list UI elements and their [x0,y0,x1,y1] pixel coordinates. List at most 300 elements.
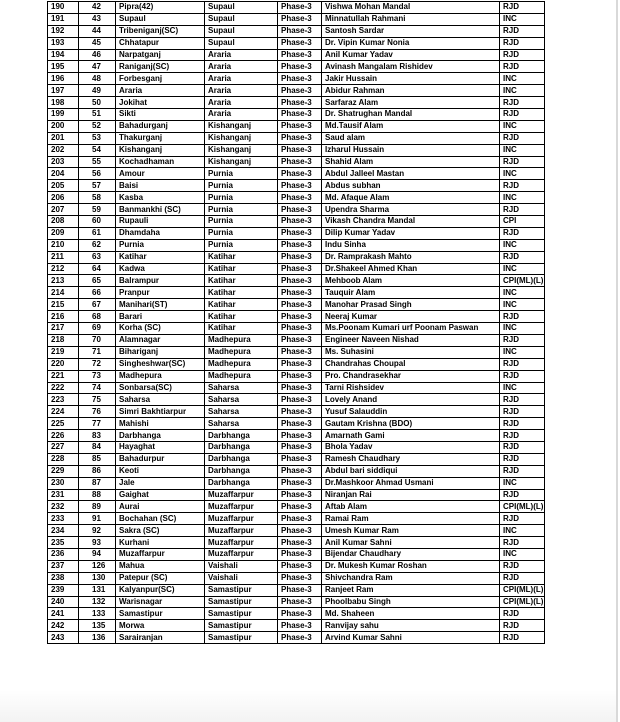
table-row [48,537,545,549]
phase-cell: Phase-3 [278,513,322,525]
district-cell: Samastipur [205,596,278,608]
phase-cell: Phase-3 [278,620,322,632]
serial-no-cell: 243 [48,632,79,644]
serial-no-cell: 212 [48,263,79,275]
table-row [48,144,545,156]
candidate-cell: Aftab Alam [322,501,500,513]
serial-no-cell: 208 [48,216,79,228]
candidate-cell: Ms.Poonam Kumari urf Poonam Paswan [322,323,500,335]
constituency-no-cell: 94 [79,548,116,560]
district-cell: Purnia [205,168,278,180]
phase-cell: Phase-3 [278,525,322,537]
party-cell: RJD [500,560,545,572]
district-cell: Samastipur [205,584,278,596]
table-row [48,370,545,382]
serial-no-cell: 237 [48,560,79,572]
phase-cell: Phase-3 [278,109,322,121]
phase-cell: Phase-3 [278,346,322,358]
candidate-cell: Lovely Anand [322,394,500,406]
constituency-no-cell: 63 [79,251,116,263]
candidate-cell: Vishwa Mohan Mandal [322,2,500,14]
district-cell: Araria [205,85,278,97]
party-cell: RJD [500,430,545,442]
constituency-no-cell: 64 [79,263,116,275]
serial-no-cell: 202 [48,144,79,156]
constituency-no-cell: 70 [79,334,116,346]
phase-cell: Phase-3 [278,358,322,370]
constituency-no-cell: 85 [79,453,116,465]
candidate-cell: Umesh Kumar Ram [322,525,500,537]
constituency-cell: Forbesganj [116,73,205,85]
phase-cell: Phase-3 [278,311,322,323]
constituency-cell: Mahua [116,560,205,572]
party-cell: INC [500,144,545,156]
constituency-no-cell: 68 [79,311,116,323]
candidate-cell: Abidur Rahman [322,85,500,97]
table-row [48,239,545,251]
constituency-no-cell: 59 [79,204,116,216]
table-row [48,346,545,358]
table-row [48,85,545,97]
serial-no-cell: 203 [48,156,79,168]
phase-cell: Phase-3 [278,501,322,513]
candidate-cell: Dilip Kumar Yadav [322,227,500,239]
constituency-no-cell: 50 [79,97,116,109]
constituency-no-cell: 47 [79,61,116,73]
party-cell: INC [500,192,545,204]
candidate-cell: Dr. Shatrughan Mandal [322,109,500,121]
district-cell: Supaul [205,37,278,49]
constituency-no-cell: 53 [79,132,116,144]
candidate-cell: Tarni Rishsidev [322,382,500,394]
party-cell: RJD [500,109,545,121]
constituency-cell: Aurai [116,501,205,513]
district-cell: Muzaffarpur [205,513,278,525]
candidate-cell: Minnatullah Rahmani [322,13,500,25]
constituency-no-cell: 67 [79,299,116,311]
constituency-cell: Hayaghat [116,441,205,453]
candidate-cell: Anil Kumar Yadav [322,49,500,61]
phase-cell: Phase-3 [278,489,322,501]
constituency-cell: Sarairanjan [116,632,205,644]
party-cell: INC [500,120,545,132]
district-cell: Purnia [205,216,278,228]
party-cell: RJD [500,370,545,382]
table-row [48,180,545,192]
constituency-no-cell: 131 [79,584,116,596]
constituency-cell: Darbhanga [116,430,205,442]
constituency-no-cell: 130 [79,572,116,584]
serial-no-cell: 191 [48,13,79,25]
serial-no-cell: 218 [48,334,79,346]
table-row [48,441,545,453]
candidate-cell: Dr. Vipin Kumar Nonia [322,37,500,49]
table-row [48,489,545,501]
constituency-no-cell: 61 [79,227,116,239]
candidate-cell: Dr. Mukesh Kumar Roshan [322,560,500,572]
table-row [48,465,545,477]
party-cell: RJD [500,418,545,430]
district-cell: Muzaffarpur [205,501,278,513]
serial-no-cell: 190 [48,2,79,14]
phase-cell: Phase-3 [278,144,322,156]
serial-no-cell: 234 [48,525,79,537]
party-cell: INC [500,346,545,358]
constituency-cell: Patepur (SC) [116,572,205,584]
candidate-cell: Sarfaraz Alam [322,97,500,109]
candidate-cell: Shivchandra Ram [322,572,500,584]
party-cell: RJD [500,453,545,465]
serial-no-cell: 211 [48,251,79,263]
phase-cell: Phase-3 [278,204,322,216]
candidate-cell: Shahid Alam [322,156,500,168]
serial-no-cell: 227 [48,441,79,453]
constituency-no-cell: 58 [79,192,116,204]
constituency-cell: Chhatapur [116,37,205,49]
constituency-no-cell: 69 [79,323,116,335]
candidate-cell: Abdul Jalleel Mastan [322,168,500,180]
party-cell: RJD [500,513,545,525]
party-cell: INC [500,323,545,335]
phase-cell: Phase-3 [278,13,322,25]
constituency-cell: Sikti [116,109,205,121]
constituency-cell: Tribeniganj(SC) [116,25,205,37]
phase-cell: Phase-3 [278,406,322,418]
constituency-cell: Warisnagar [116,596,205,608]
constituency-cell: Mahishi [116,418,205,430]
constituency-no-cell: 87 [79,477,116,489]
table-row [48,358,545,370]
district-cell: Madhepura [205,334,278,346]
constituency-cell: Dhamdaha [116,227,205,239]
district-cell: Araria [205,49,278,61]
candidate-cell: Yusuf Salauddin [322,406,500,418]
party-cell: RJD [500,394,545,406]
phase-cell: Phase-3 [278,572,322,584]
constituency-no-cell: 92 [79,525,116,537]
table-row [48,49,545,61]
phase-cell: Phase-3 [278,453,322,465]
constituency-cell: Raniganj(SC) [116,61,205,73]
phase-cell: Phase-3 [278,537,322,549]
district-cell: Muzaffarpur [205,489,278,501]
phase-cell: Phase-3 [278,632,322,644]
table-row [48,453,545,465]
district-cell: Darbhanga [205,465,278,477]
table-row [48,394,545,406]
district-cell: Saharsa [205,406,278,418]
district-cell: Muzaffarpur [205,525,278,537]
candidate-cell: Ms. Suhasini [322,346,500,358]
party-cell: RJD [500,251,545,263]
party-cell: RJD [500,465,545,477]
constituency-no-cell: 72 [79,358,116,370]
constituency-cell: Thakurganj [116,132,205,144]
district-cell: Supaul [205,13,278,25]
phase-cell: Phase-3 [278,596,322,608]
serial-no-cell: 241 [48,608,79,620]
district-cell: Katihar [205,299,278,311]
serial-no-cell: 197 [48,85,79,97]
party-cell: CPI(ML)(L) [500,596,545,608]
district-cell: Katihar [205,251,278,263]
serial-no-cell: 225 [48,418,79,430]
phase-cell: Phase-3 [278,441,322,453]
table-row [48,382,545,394]
constituency-no-cell: 60 [79,216,116,228]
party-cell: INC [500,13,545,25]
constituency-no-cell: 51 [79,109,116,121]
party-cell: RJD [500,37,545,49]
constituency-no-cell: 43 [79,13,116,25]
serial-no-cell: 236 [48,548,79,560]
serial-no-cell: 229 [48,465,79,477]
candidate-cell: Ranvijay sahu [322,620,500,632]
phase-cell: Phase-3 [278,49,322,61]
serial-no-cell: 242 [48,620,79,632]
constituency-no-cell: 91 [79,513,116,525]
serial-no-cell: 215 [48,299,79,311]
party-cell: RJD [500,49,545,61]
table-row [48,311,545,323]
candidate-cell: Ramesh Chaudhary [322,453,500,465]
serial-no-cell: 195 [48,61,79,73]
serial-no-cell: 205 [48,180,79,192]
candidate-cell: Santosh Sardar [322,25,500,37]
district-cell: Araria [205,61,278,73]
district-cell: Saharsa [205,394,278,406]
candidate-cell: Ranjeet Ram [322,584,500,596]
table-row [48,275,545,287]
party-cell: RJD [500,61,545,73]
table-row [48,13,545,25]
candidate-cell: Indu Sinha [322,239,500,251]
candidate-cell: Amarnath Gami [322,430,500,442]
serial-no-cell: 221 [48,370,79,382]
party-cell: CPI(ML)(L) [500,584,545,596]
district-cell: Kishanganj [205,144,278,156]
phase-cell: Phase-3 [278,608,322,620]
table-row [48,120,545,132]
constituency-cell: Simri Bakhtiarpur [116,406,205,418]
candidate-cell: Dr.Shakeel Ahmed Khan [322,263,500,275]
table-row [48,299,545,311]
phase-cell: Phase-3 [278,287,322,299]
phase-cell: Phase-3 [278,560,322,572]
constituency-cell: Kochadhaman [116,156,205,168]
serial-no-cell: 235 [48,537,79,549]
phase-cell: Phase-3 [278,132,322,144]
party-cell: INC [500,85,545,97]
phase-cell: Phase-3 [278,251,322,263]
constituency-no-cell: 54 [79,144,116,156]
table-row [48,216,545,228]
constituency-cell: Madhepura [116,370,205,382]
district-cell: Madhepura [205,358,278,370]
constituency-no-cell: 66 [79,287,116,299]
candidate-cell: Ramai Ram [322,513,500,525]
phase-cell: Phase-3 [278,418,322,430]
serial-no-cell: 209 [48,227,79,239]
party-cell: INC [500,287,545,299]
district-cell: Saharsa [205,418,278,430]
candidate-cell: Pro. Chandrasekhar [322,370,500,382]
table-row [48,501,545,513]
candidate-cell: Phoolbabu Singh [322,596,500,608]
district-cell: Madhepura [205,370,278,382]
constituency-cell: Purnia [116,239,205,251]
candidate-cell: Neeraj Kumar [322,311,500,323]
constituency-cell: Gaighat [116,489,205,501]
phase-cell: Phase-3 [278,2,322,14]
constituency-no-cell: 84 [79,441,116,453]
candidate-cell: Bijendar Chaudhary [322,548,500,560]
table-row [48,477,545,489]
district-cell: Araria [205,73,278,85]
constituency-no-cell: 74 [79,382,116,394]
party-cell: RJD [500,227,545,239]
party-cell: RJD [500,311,545,323]
table-row [48,25,545,37]
constituency-cell: Kadwa [116,263,205,275]
table-row [48,632,545,644]
serial-no-cell: 206 [48,192,79,204]
party-cell: INC [500,299,545,311]
table-row [48,156,545,168]
serial-no-cell: 230 [48,477,79,489]
constituency-no-cell: 126 [79,560,116,572]
serial-no-cell: 207 [48,204,79,216]
constituency-cell: Bihariganj [116,346,205,358]
constituency-no-cell: 46 [79,49,116,61]
table-row [48,251,545,263]
party-cell: RJD [500,97,545,109]
serial-no-cell: 223 [48,394,79,406]
constituency-no-cell: 89 [79,501,116,513]
serial-no-cell: 192 [48,25,79,37]
serial-no-cell: 193 [48,37,79,49]
constituency-cell: Katihar [116,251,205,263]
party-cell: RJD [500,406,545,418]
candidate-cell: Mehboob Alam [322,275,500,287]
table-row [48,287,545,299]
district-cell: Purnia [205,180,278,192]
party-cell: RJD [500,156,545,168]
candidate-cell: Jakir Hussain [322,73,500,85]
serial-no-cell: 200 [48,120,79,132]
constituency-no-cell: 56 [79,168,116,180]
table-row [48,97,545,109]
party-cell: INC [500,239,545,251]
candidate-cell: Dr. Ramprakash Mahto [322,251,500,263]
constituency-cell: Kasba [116,192,205,204]
constituency-no-cell: 77 [79,418,116,430]
constituency-no-cell: 49 [79,85,116,97]
constituency-cell: Bochahan (SC) [116,513,205,525]
serial-no-cell: 233 [48,513,79,525]
party-cell: INC [500,263,545,275]
candidate-cell: Gautam Krishna (BDO) [322,418,500,430]
constituency-no-cell: 62 [79,239,116,251]
table-row [48,406,545,418]
party-cell: RJD [500,572,545,584]
district-cell: Purnia [205,227,278,239]
constituency-no-cell: 73 [79,370,116,382]
phase-cell: Phase-3 [278,382,322,394]
constituency-no-cell: 57 [79,180,116,192]
party-cell: CPI(ML)(L) [500,501,545,513]
candidate-cell: Saud alam [322,132,500,144]
table-row [48,168,545,180]
table-row [48,620,545,632]
district-cell: Supaul [205,25,278,37]
district-cell: Vaishali [205,560,278,572]
serial-no-cell: 196 [48,73,79,85]
constituency-cell: Baisi [116,180,205,192]
serial-no-cell: 217 [48,323,79,335]
constituency-cell: Samastipur [116,608,205,620]
serial-no-cell: 222 [48,382,79,394]
constituency-no-cell: 76 [79,406,116,418]
district-cell: Muzaffarpur [205,537,278,549]
candidate-cell: Dr.Mashkoor Ahmad Usmani [322,477,500,489]
candidate-cell: Bhola Yadav [322,441,500,453]
phase-cell: Phase-3 [278,192,322,204]
phase-cell: Phase-3 [278,180,322,192]
constituency-no-cell: 88 [79,489,116,501]
district-cell: Kishanganj [205,120,278,132]
phase-cell: Phase-3 [278,97,322,109]
constituency-cell: Saharsa [116,394,205,406]
constituency-no-cell: 48 [79,73,116,85]
party-cell: RJD [500,25,545,37]
constituency-no-cell: 135 [79,620,116,632]
candidate-cell: Chandrahas Choupal [322,358,500,370]
table-row [48,227,545,239]
table-row [48,73,545,85]
constituency-cell: Alamnagar [116,334,205,346]
candidate-cell: Avinash Mangalam Rishidev [322,61,500,73]
district-cell: Madhepura [205,346,278,358]
party-cell: RJD [500,132,545,144]
constituency-no-cell: 93 [79,537,116,549]
district-cell: Purnia [205,204,278,216]
district-cell: Samastipur [205,608,278,620]
phase-cell: Phase-3 [278,216,322,228]
district-cell: Katihar [205,275,278,287]
constituency-no-cell: 45 [79,37,116,49]
constituency-cell: Kishanganj [116,144,205,156]
serial-no-cell: 239 [48,584,79,596]
party-cell: CPI [500,216,545,228]
constituency-cell: Bahadurganj [116,120,205,132]
candidate-cell: Abdul bari siddiqui [322,465,500,477]
party-cell: CPI(ML)(L) [500,275,545,287]
candidate-table-body [48,2,545,644]
district-cell: Katihar [205,323,278,335]
constituency-no-cell: 75 [79,394,116,406]
table-row [48,525,545,537]
phase-cell: Phase-3 [278,73,322,85]
table-row [48,61,545,73]
party-cell: RJD [500,2,545,14]
table-row [48,132,545,144]
candidate-cell: Arvind Kumar Sahni [322,632,500,644]
phase-cell: Phase-3 [278,37,322,49]
constituency-no-cell: 136 [79,632,116,644]
serial-no-cell: 231 [48,489,79,501]
district-cell: Araria [205,109,278,121]
